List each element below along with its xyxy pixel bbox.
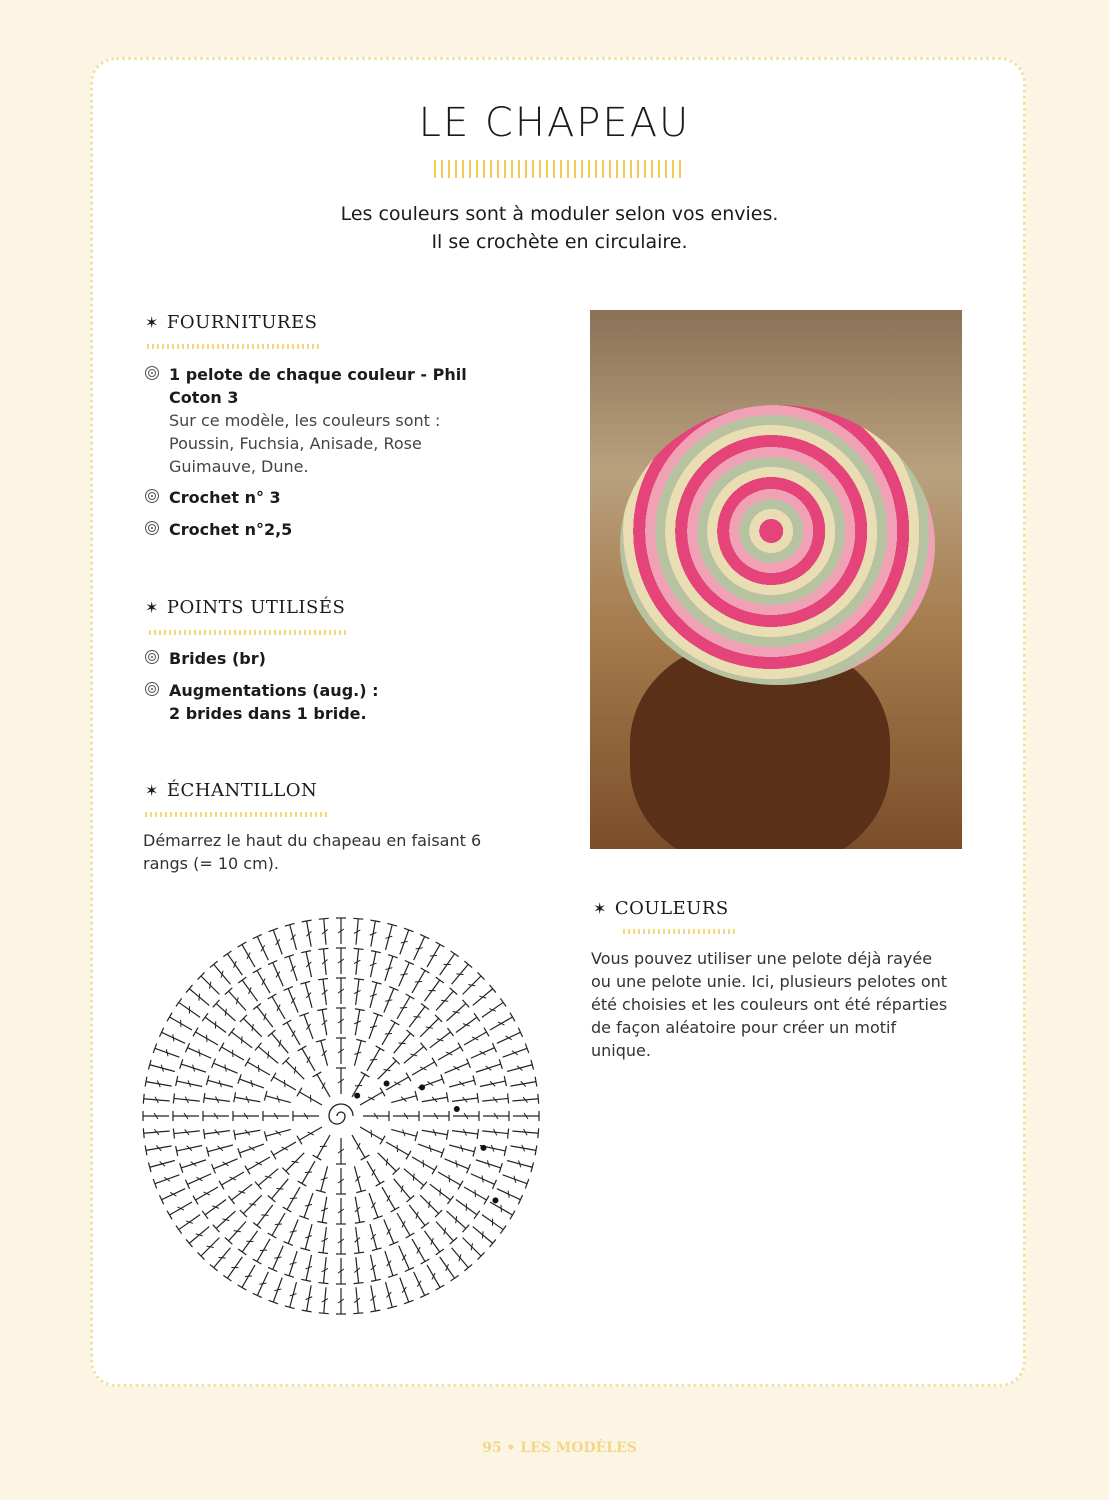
double-crochet-symbol: [418, 1144, 444, 1158]
double-crochet-symbol: [452, 961, 473, 984]
double-crochet-symbol: [204, 1093, 230, 1103]
list-item: Crochet n°2,5: [145, 518, 292, 541]
double-crochet-symbol: [253, 1003, 273, 1027]
double-crochet-symbol: [397, 994, 414, 1019]
double-crochet-symbol: [385, 1251, 398, 1277]
double-crochet-symbol: [482, 1129, 508, 1139]
double-crochet-symbol: [397, 1213, 414, 1238]
double-crochet-symbol: [282, 1153, 304, 1175]
double-crochet-symbol: [412, 1157, 437, 1174]
double-crochet-symbol: [354, 948, 364, 974]
double-crochet-symbol: [319, 918, 329, 944]
double-crochet-symbol: [336, 1008, 346, 1034]
double-crochet-symbol: [153, 1044, 179, 1058]
double-crochet-symbol: [298, 1046, 315, 1071]
double-crochet-symbol: [476, 1160, 502, 1173]
divider: [623, 929, 735, 934]
double-crochet-symbol: [238, 1231, 257, 1255]
double-crochet-symbol: [336, 1168, 346, 1194]
double-crochet-symbol: [490, 1202, 515, 1219]
double-crochet-symbol: [213, 1211, 236, 1232]
double-crochet-symbol: [399, 960, 414, 986]
double-crochet-symbol: [363, 1111, 389, 1121]
intro-line: Les couleurs sont à moduler selon vos envies.: [340, 203, 779, 225]
double-crochet-symbol: [240, 1195, 262, 1217]
double-crochet-symbol: [447, 1211, 470, 1232]
double-crochet-symbol: [482, 1093, 508, 1103]
double-crochet-symbol: [283, 1187, 300, 1212]
double-crochet-symbol: [202, 1013, 226, 1032]
double-crochet-symbol: [245, 1058, 270, 1075]
double-crochet-symbol: [473, 1227, 496, 1248]
list-item: 1 pelote de chaque couleur - Phil Coton 3 Sur ce modèle, les couleurs sont : Poussin, Fuchsia, Anisade, Rose Guimauve, Dune.: [145, 363, 499, 478]
double-crochet-symbol: [210, 1248, 231, 1271]
double-crochet-symbol: [253, 968, 270, 993]
double-crochet-symbol: [185, 1174, 211, 1189]
double-crochet-symbol: [316, 1039, 328, 1065]
double-crochet-symbol: [471, 1174, 497, 1189]
double-crochet-symbol: [153, 1175, 179, 1189]
double-crochet-symbol: [319, 1287, 329, 1313]
double-crochet-symbol: [409, 1003, 429, 1027]
intro: [0, 200, 1109, 256]
double-crochet-symbol: [354, 1257, 364, 1283]
double-crochet-symbol: [297, 1088, 322, 1105]
double-crochet-symbol: [353, 1287, 363, 1313]
double-crochet-symbol: [385, 923, 397, 949]
double-crochet-symbol: [354, 1227, 364, 1253]
double-crochet-symbol: [385, 955, 398, 981]
double-crochet-symbol: [423, 1111, 449, 1121]
double-crochet-symbol: [404, 1043, 427, 1064]
spiral-bullet-icon: [145, 682, 159, 696]
double-crochet-symbol: [173, 1129, 199, 1139]
double-crochet-symbol: [284, 955, 297, 981]
list-item: Brides (br): [145, 647, 266, 670]
double-crochet-symbol: [176, 1215, 200, 1234]
double-crochet-symbol: [197, 1238, 219, 1260]
magic-ring-symbol: [329, 1104, 353, 1124]
double-crochet-symbol: [399, 1246, 414, 1272]
double-crochet-symbol: [264, 1129, 290, 1141]
double-crochet-symbol: [360, 1127, 385, 1144]
double-crochet-symbol: [219, 1172, 244, 1189]
double-crochet-symbol: [412, 968, 429, 993]
double-crochet-symbol: [285, 923, 297, 949]
double-crochet-symbol: [282, 1057, 304, 1079]
section-heading-fournitures: ✶ FOURNITURES: [145, 312, 318, 333]
double-crochet-symbol: [313, 1135, 330, 1160]
double-crochet-symbol: [238, 1144, 264, 1158]
double-crochet-symbol: [352, 1135, 369, 1160]
section-heading-echantillon: ✶ ÉCHANTILLON: [145, 780, 318, 801]
double-crochet-symbol: [225, 1222, 246, 1245]
double-crochet-symbol: [301, 1255, 312, 1281]
double-crochet-symbol: [471, 1043, 497, 1058]
double-crochet-symbol: [464, 1028, 489, 1045]
double-crochet-symbol: [313, 1072, 330, 1097]
intro-line: Il se crochète en circulaire.: [431, 231, 688, 253]
double-crochet-symbol: [255, 1043, 278, 1064]
double-crochet-symbol: [185, 1043, 211, 1058]
double-crochet-symbol: [440, 1257, 459, 1281]
double-crochet-symbol: [463, 972, 485, 994]
double-crochet-symbol: [497, 1028, 523, 1044]
double-crochet-symbol: [238, 977, 257, 1001]
double-crochet-symbol: [473, 985, 496, 1006]
double-crochet-symbol: [271, 1073, 296, 1090]
double-crochet-symbol: [412, 1239, 429, 1264]
double-crochet-symbol: [440, 951, 459, 975]
double-crochet-symbol: [463, 1238, 485, 1260]
double-crochet-symbol: [283, 1020, 300, 1045]
double-crochet-symbol: [456, 1199, 480, 1218]
double-crochet-symbol: [268, 1030, 289, 1053]
double-crochet-symbol: [298, 1161, 315, 1186]
double-crochet-symbol: [367, 1046, 384, 1071]
double-crochet-symbol: [452, 1093, 478, 1103]
double-crochet-symbol: [384, 987, 399, 1013]
double-crochet-symbol: [143, 1128, 169, 1138]
double-crochet-symbol: [391, 1091, 417, 1103]
double-crochet-symbol: [212, 1059, 238, 1074]
double-crochet-symbol: [213, 1000, 236, 1021]
double-crochet-symbol: [382, 1020, 399, 1045]
spiral-bullet-icon: [145, 489, 159, 503]
double-crochet-symbol: [212, 1159, 238, 1174]
double-crochet-symbol: [378, 1153, 400, 1175]
double-crochet-symbol: [318, 1227, 328, 1253]
double-crochet-symbol: [143, 1111, 169, 1121]
double-crochet-symbol: [354, 1009, 364, 1035]
double-crochet-symbol: [285, 1282, 297, 1308]
double-crochet-symbol: [219, 1043, 244, 1060]
double-crochet-symbol: [293, 1111, 319, 1121]
double-crochet-symbol: [318, 1257, 328, 1283]
double-crochet-symbol: [464, 1187, 489, 1204]
double-crochet-symbol: [233, 1111, 259, 1121]
double-crochet-symbol: [422, 1092, 448, 1102]
double-crochet-symbol: [318, 948, 328, 974]
double-crochet-symbol: [480, 1076, 506, 1086]
double-crochet-symbol: [268, 1246, 283, 1272]
double-crochet-symbol: [336, 918, 346, 944]
slip-stitch-dot: [480, 1145, 486, 1151]
double-crochet-symbol: [400, 1278, 414, 1304]
double-crochet-symbol: [234, 1092, 260, 1102]
double-crochet-symbol: [238, 1265, 255, 1290]
hat-photo: [590, 310, 962, 849]
divider: [147, 344, 319, 349]
slip-stitch-dot: [492, 1197, 498, 1203]
spiral-bullet-icon: [145, 521, 159, 535]
double-crochet-symbol: [336, 948, 346, 974]
double-crochet-symbol: [263, 1111, 289, 1121]
page-footer: 95 • LES MODÈLES: [482, 1440, 637, 1456]
double-crochet-symbol: [197, 972, 219, 994]
double-crochet-symbol: [302, 920, 312, 946]
double-crochet-symbol: [202, 1199, 226, 1218]
double-crochet-symbol: [370, 920, 380, 946]
double-crochet-symbol: [490, 1013, 515, 1030]
star-icon: ✶: [145, 313, 159, 332]
section-heading-couleurs: ✶ COULEURS: [593, 898, 729, 919]
double-crochet-symbol: [255, 1169, 278, 1190]
double-crochet-symbol: [449, 1075, 475, 1087]
double-crochet-symbol: [510, 1077, 536, 1087]
double-crochet-symbol: [452, 1248, 473, 1271]
double-crochet-symbol: [203, 1111, 229, 1121]
double-crochet-symbol: [394, 1030, 415, 1053]
double-crochet-symbol: [476, 1059, 502, 1072]
double-crochet-symbol: [245, 1157, 270, 1174]
double-crochet-symbol: [238, 1074, 264, 1088]
section-heading-points: ✶ POINTS UTILISÉS: [145, 597, 346, 618]
double-crochet-symbol: [193, 1028, 218, 1045]
double-crochet-symbol: [336, 1228, 346, 1254]
page-title: LE CHAPEAU: [418, 100, 691, 146]
double-crochet-symbol: [370, 951, 381, 977]
divider: [145, 812, 327, 817]
double-crochet-symbol: [412, 1058, 437, 1075]
double-crochet-symbol: [353, 918, 363, 944]
double-crochet-symbol: [176, 1146, 202, 1156]
double-crochet-symbol: [336, 1068, 346, 1094]
double-crochet-symbol: [225, 988, 246, 1011]
double-crochet-symbol: [370, 1224, 382, 1250]
double-crochet-symbol: [427, 1265, 444, 1290]
list-item: Crochet n° 3: [145, 486, 281, 509]
double-crochet-symbol: [512, 1094, 538, 1104]
double-crochet-symbol: [430, 1028, 454, 1048]
echantillon-text: Démarrez le haut du chapeau en faisant 6 rangs (= 10 cm).: [143, 831, 482, 873]
double-crochet-symbol: [513, 1111, 539, 1121]
double-crochet-symbol: [354, 979, 364, 1005]
double-crochet-symbol: [370, 1285, 380, 1311]
star-icon: ✶: [145, 781, 159, 800]
double-crochet-symbol: [186, 1227, 209, 1248]
double-crochet-symbol: [143, 1094, 169, 1104]
double-crochet-symbol: [167, 1013, 192, 1030]
double-crochet-symbol: [336, 1198, 346, 1224]
double-crochet-symbol: [148, 1161, 174, 1173]
double-crochet-symbol: [336, 1258, 346, 1284]
slip-stitch-dot: [384, 1080, 390, 1086]
double-crochet-symbol: [360, 1088, 385, 1105]
double-crochet-symbol: [302, 1285, 312, 1311]
double-crochet-symbol: [438, 1043, 463, 1060]
double-crochet-symbol: [173, 1093, 199, 1103]
divider: [149, 630, 347, 635]
double-crochet-symbol: [414, 1272, 430, 1298]
double-crochet-symbol: [253, 1205, 273, 1229]
double-crochet-symbol: [145, 1145, 171, 1155]
double-crochet-symbol: [268, 960, 283, 986]
double-crochet-symbol: [444, 1059, 470, 1074]
double-crochet-symbol: [336, 1038, 346, 1064]
double-crochet-symbol: [436, 1222, 457, 1245]
couleurs-text: Vous pouvez utiliser une pelote déjà rayée ou une pelote unie. Ici, plusieurs pelotes ont été choisies et les couleurs ont été réparties de façon aléatoire pour créer un motif unique.: [591, 949, 948, 1060]
double-crochet-symbol: [497, 1189, 523, 1205]
double-crochet-symbol: [409, 1205, 429, 1229]
double-crochet-symbol: [269, 928, 283, 954]
double-crochet-symbol: [483, 1111, 509, 1121]
double-crochet-symbol: [240, 1015, 262, 1037]
double-crochet-symbol: [264, 1091, 290, 1103]
double-crochet-symbol: [206, 1075, 232, 1087]
double-crochet-symbol: [223, 951, 242, 975]
list-item: Augmentations (aug.) : 2 brides dans 1 bride.: [145, 679, 389, 725]
double-crochet-symbol: [404, 1169, 427, 1190]
crochet-diagram: [135, 910, 547, 1322]
double-crochet-symbol: [371, 1255, 381, 1281]
double-crochet-symbol: [507, 1060, 533, 1072]
double-crochet-symbol: [268, 994, 285, 1019]
double-crochet-symbol: [420, 1015, 442, 1037]
spiral-bullet-icon: [145, 650, 159, 664]
double-crochet-symbol: [271, 1142, 296, 1159]
double-crochet-symbol: [386, 1142, 411, 1159]
double-crochet-symbol: [438, 1172, 463, 1189]
double-crochet-symbol: [370, 981, 382, 1007]
double-crochet-symbol: [367, 1161, 384, 1186]
double-crochet-symbol: [503, 1044, 529, 1058]
double-crochet-symbol: [503, 1175, 529, 1189]
double-crochet-symbol: [444, 1159, 470, 1174]
double-crochet-symbol: [369, 1013, 383, 1039]
double-crochet-symbol: [369, 1193, 383, 1219]
slip-stitch-dot: [419, 1084, 425, 1090]
double-crochet-symbol: [382, 1187, 399, 1212]
double-crochet-symbol: [159, 1028, 185, 1044]
double-crochet-symbol: [193, 1187, 218, 1204]
double-crochet-symbol: [180, 1059, 206, 1072]
double-crochet-symbol: [176, 1076, 202, 1087]
double-crochet-symbol: [453, 1111, 479, 1121]
double-crochet-symbol: [427, 942, 444, 967]
double-crochet-symbol: [145, 1077, 171, 1087]
double-crochet-symbol: [297, 1127, 322, 1144]
double-crochet-symbol: [228, 1184, 252, 1204]
double-crochet-symbol: [424, 977, 443, 1001]
double-crochet-symbol: [378, 1057, 400, 1079]
double-crochet-symbol: [253, 1239, 270, 1264]
double-crochet-symbol: [391, 1129, 417, 1141]
double-crochet-symbol: [400, 928, 414, 954]
double-crochet-symbol: [414, 934, 430, 960]
double-crochet-symbol: [393, 1111, 419, 1121]
double-crochet-symbol: [253, 934, 269, 960]
double-crochet-symbol: [159, 1189, 185, 1205]
double-crochet-symbol: [420, 1195, 442, 1217]
double-crochet-symbol: [336, 978, 346, 1004]
double-crochet-symbol: [173, 1111, 199, 1121]
double-crochet-symbol: [206, 1145, 232, 1157]
double-crochet-symbol: [176, 998, 200, 1017]
double-crochet-symbol: [424, 1231, 443, 1255]
double-crochet-symbol: [510, 1145, 536, 1155]
double-crochet-symbol: [352, 1072, 369, 1097]
double-crochet-symbol: [318, 979, 328, 1005]
double-crochet-symbol: [316, 1166, 328, 1192]
double-crochet-symbol: [317, 1009, 327, 1035]
double-crochet-symbol: [238, 942, 255, 967]
double-crochet-symbol: [386, 1073, 411, 1090]
double-crochet-symbol: [452, 1129, 478, 1139]
double-crochet-symbol: [167, 1202, 192, 1219]
double-crochet-symbol: [512, 1128, 538, 1138]
spiral-bullet-icon: [145, 366, 159, 380]
double-crochet-symbol: [456, 1013, 480, 1032]
double-crochet-symbol: [336, 1288, 346, 1314]
double-crochet-symbol: [301, 951, 311, 977]
double-crochet-symbol: [507, 1160, 533, 1172]
double-crochet-symbol: [284, 987, 299, 1013]
double-crochet-symbol: [223, 1257, 242, 1281]
star-icon: ✶: [593, 899, 607, 918]
double-crochet-symbol: [422, 1129, 448, 1139]
double-crochet-symbol: [354, 1039, 366, 1065]
double-crochet-symbol: [284, 1251, 297, 1277]
double-crochet-symbol: [482, 998, 506, 1017]
double-crochet-symbol: [354, 1166, 366, 1192]
double-crochet-symbol: [284, 1219, 299, 1245]
double-crochet-symbol: [317, 1197, 327, 1223]
star-icon: ✶: [145, 598, 159, 617]
title-underline-decoration: [434, 160, 684, 178]
double-crochet-symbol: [384, 1219, 399, 1245]
double-crochet-symbol: [234, 1130, 260, 1140]
double-crochet-symbol: [210, 961, 231, 984]
double-crochet-symbol: [228, 1028, 252, 1048]
double-crochet-symbol: [300, 1224, 312, 1250]
slip-stitch-dot: [454, 1106, 460, 1112]
double-crochet-symbol: [386, 1282, 398, 1308]
double-crochet-symbol: [268, 1213, 285, 1238]
double-crochet-symbol: [186, 985, 209, 1006]
double-crochet-symbol: [394, 1179, 415, 1202]
double-crochet-symbol: [148, 1060, 174, 1072]
double-crochet-symbol: [355, 1197, 365, 1223]
double-crochet-symbol: [253, 1272, 269, 1298]
double-crochet-symbol: [269, 1278, 283, 1304]
slip-stitch-dot: [354, 1093, 360, 1099]
double-crochet-symbol: [482, 1215, 506, 1234]
double-crochet-symbol: [300, 981, 312, 1007]
double-crochet-symbol: [299, 1193, 313, 1219]
double-crochet-symbol: [436, 988, 457, 1011]
double-crochet-symbol: [180, 1160, 206, 1173]
double-crochet-symbol: [299, 1013, 313, 1039]
double-crochet-symbol: [430, 1184, 454, 1204]
double-crochet-symbol: [204, 1129, 230, 1139]
double-crochet-symbol: [447, 1000, 470, 1021]
double-crochet-symbol: [449, 1145, 475, 1157]
double-crochet-symbol: [336, 1138, 346, 1164]
double-crochet-symbol: [268, 1179, 289, 1202]
